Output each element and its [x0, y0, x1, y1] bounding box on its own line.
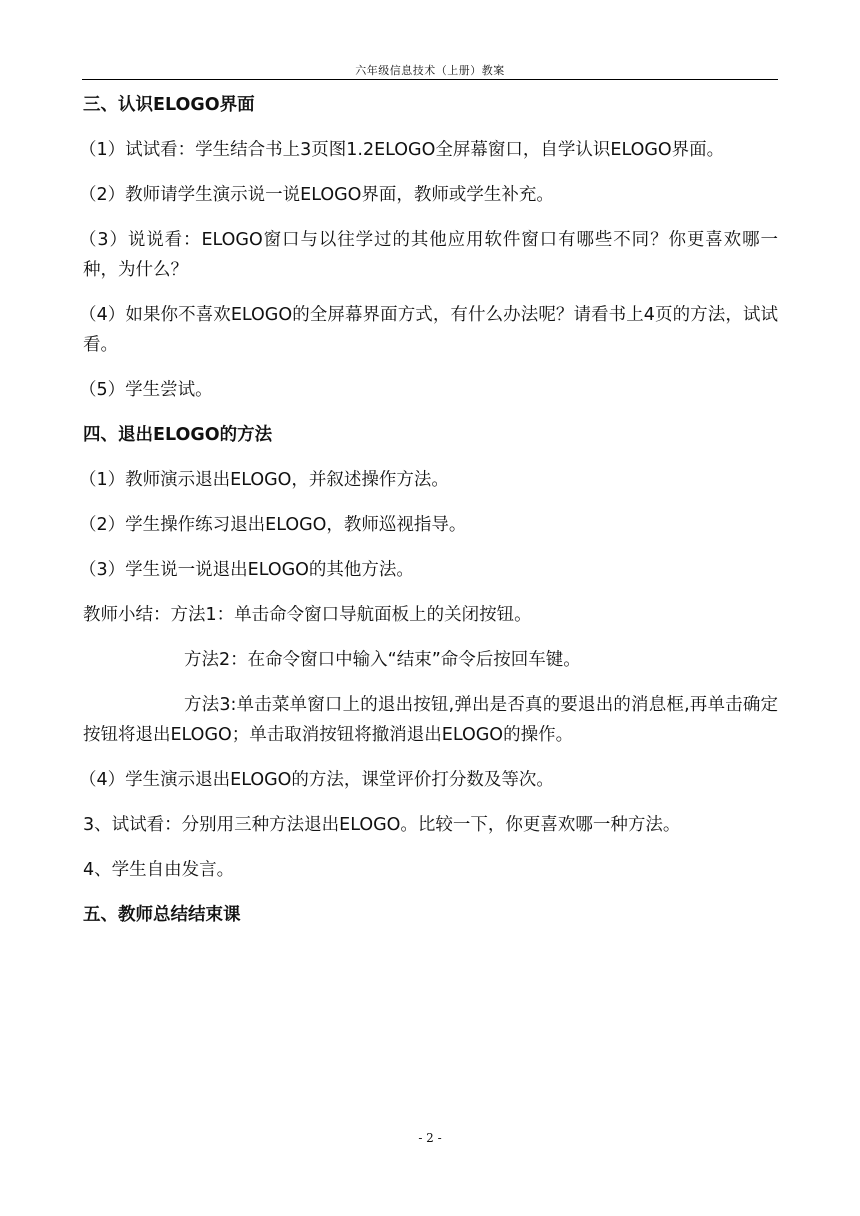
page-number: - 2 - — [418, 1131, 442, 1145]
paragraph: （1）试试看：学生结合书上3页图1.2ELOGO全屏幕窗口，自学认识ELOGO界面。 — [79, 140, 725, 160]
list-item-3: 3、试试看：分别用三种方法退出ELOGO。比较一下，你更喜欢哪一种方法。 — [83, 815, 681, 835]
paragraph: （5）学生尝试。 — [79, 380, 213, 400]
summary-method-1: 教师小结：方法1：单击命令窗口导航面板上的关闭按钮。 — [83, 605, 532, 625]
paragraph: （3）说说看：ELOGO窗口与以往学过的其他应用软件窗口有哪些不同？你更喜欢哪一种，为什么？ — [79, 230, 778, 280]
paragraph: （2）教师请学生演示说一说ELOGO界面，教师或学生补充。 — [79, 185, 554, 205]
paragraph: （2）学生操作练习退出ELOGO，教师巡视指导。 — [79, 515, 467, 535]
section-heading-5: 五、教师总结结束课 — [83, 905, 241, 925]
page-header: 六年级信息技术（上册）教案 — [355, 64, 505, 77]
list-item-4: 4、学生自由发言。 — [83, 860, 235, 880]
paragraph: （4）如果你不喜欢ELOGO的全屏幕界面方式，有什么办法呢？请看书上4页的方法，试试看。 — [79, 305, 778, 355]
section-heading-3: 三、认识ELOGO界面 — [83, 95, 255, 115]
document-body — [79, 90, 778, 945]
paragraph: （3）学生说一说退出ELOGO的其他方法。 — [79, 560, 414, 580]
paragraph: （1）教师演示退出ELOGO，并叙述操作方法。 — [79, 470, 449, 490]
summary-method-2: 方法2：在命令窗口中输入“结束”命令后按回车键。 — [184, 650, 581, 670]
section-heading-4: 四、退出ELOGO的方法 — [83, 425, 273, 445]
header-rule — [82, 79, 778, 80]
paragraph: （4）学生演示退出ELOGO的方法，课堂评价打分数及等次。 — [79, 770, 554, 790]
summary-method-3: 方法3:单击菜单窗口上的退出按钮,弹出是否真的要退出的消息框,再单击确定按钮将退出ELOGO；单击取消按钮将撤消退出ELOGO的操作。 — [83, 695, 778, 745]
